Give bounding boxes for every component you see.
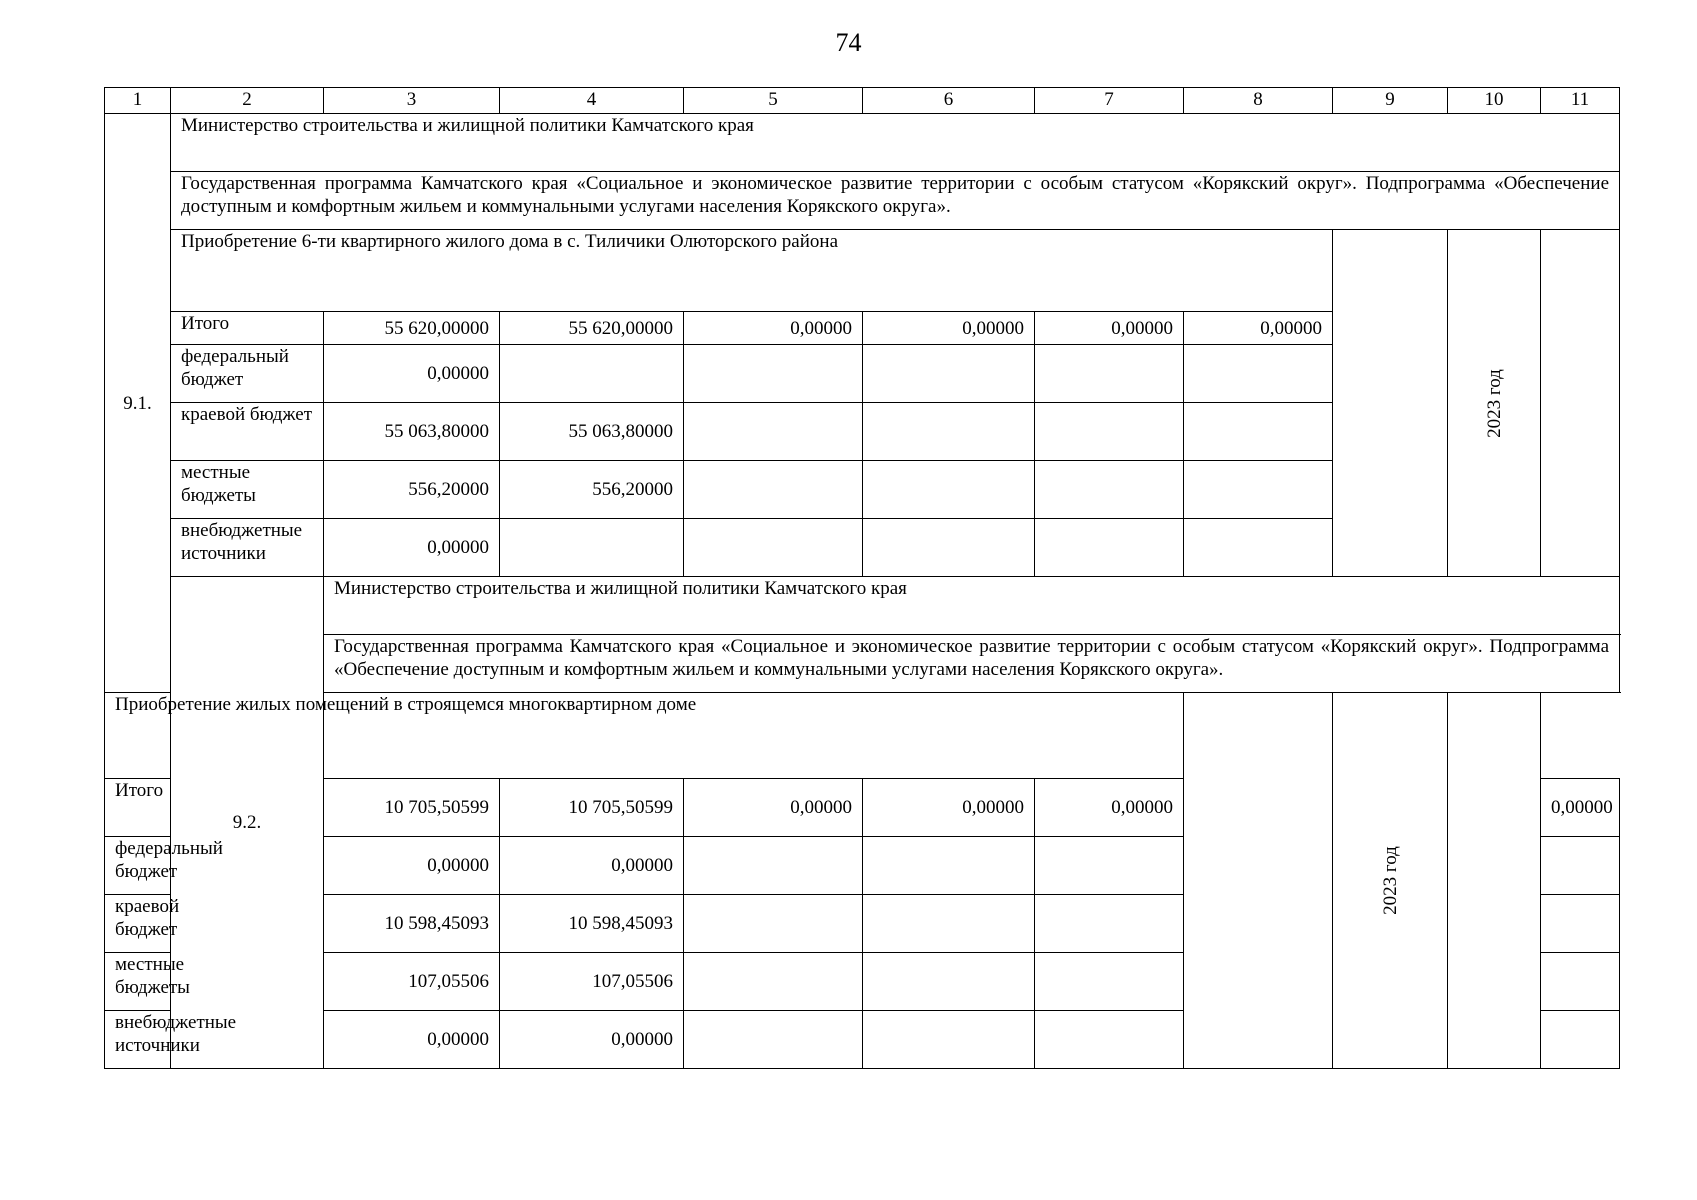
column-number: 11 xyxy=(1541,88,1620,114)
value-col3: 0,00000 xyxy=(324,1011,500,1069)
value-col7 xyxy=(1035,519,1184,577)
value-col3: 107,05506 xyxy=(324,953,500,1011)
value-col8 xyxy=(1541,1011,1620,1069)
value-col6 xyxy=(863,519,1035,577)
value-col4: 10 598,45093 xyxy=(500,895,684,953)
value-col8 xyxy=(1184,519,1333,577)
column-number: 8 xyxy=(1184,88,1333,114)
column-11-cell xyxy=(1541,230,1620,577)
ministry-name: Министерство строительства и жилищной политики Камчатского края xyxy=(171,114,1620,172)
value-col8 xyxy=(1184,461,1333,519)
value-col8: 0,00000 xyxy=(1184,312,1333,345)
value-col5 xyxy=(684,895,863,953)
program-row xyxy=(105,635,1620,693)
ministry-name: Министерство строительства и жилищной политики Камчатского края xyxy=(324,577,1620,635)
row-label: местные бюджеты xyxy=(171,461,324,519)
value-col7 xyxy=(1035,837,1184,895)
value-col4: 55 620,00000 xyxy=(500,312,684,345)
value-col5 xyxy=(684,519,863,577)
value-col4: 556,20000 xyxy=(500,461,684,519)
value-col5: 0,00000 xyxy=(684,779,863,837)
value-col7: 0,00000 xyxy=(1035,312,1184,345)
value-col5 xyxy=(684,345,863,403)
measure-name: Приобретение жилых помещений в строящемся многоквартирном доме xyxy=(105,693,1184,779)
column-number: 2 xyxy=(171,88,324,114)
value-col3: 10 598,45093 xyxy=(324,895,500,953)
value-col5 xyxy=(684,837,863,895)
column-11-cell xyxy=(1448,693,1541,1069)
section-id: 9.1. xyxy=(105,114,171,693)
value-col6 xyxy=(863,403,1035,461)
row-label: Итого xyxy=(105,779,171,837)
column-number: 1 xyxy=(105,88,171,114)
value-col6 xyxy=(863,1011,1035,1069)
column-number-row xyxy=(105,88,1620,114)
year-cell xyxy=(1333,693,1448,1069)
column-number: 10 xyxy=(1448,88,1541,114)
value-col6 xyxy=(863,345,1035,403)
row-label: внебюджетные источники xyxy=(171,519,324,577)
column-9-cell xyxy=(1333,230,1448,577)
value-col3: 0,00000 xyxy=(324,345,500,403)
value-col7 xyxy=(1035,403,1184,461)
year-text: 2023 год xyxy=(1483,368,1505,438)
page-number: 74 xyxy=(835,28,862,57)
value-col7 xyxy=(1035,953,1184,1011)
measure-row xyxy=(105,693,1620,779)
value-col3: 55 063,80000 xyxy=(324,403,500,461)
value-col8: 0,00000 xyxy=(1541,779,1620,837)
value-col8 xyxy=(1541,895,1620,953)
program-name: Государственная программа Камчатского края «Социальное и экономическое развитие территории с особым статусом «Корякский округ». Подпрограмма «Обеспечение доступным и комфортным жильем и коммунальными услугами населения Корякского округа». xyxy=(171,172,1620,230)
row-label: краевой бюджет xyxy=(171,403,324,461)
budget-table xyxy=(104,87,1620,1069)
column-9-cell xyxy=(1184,693,1333,1069)
row-label: Итого xyxy=(171,312,324,345)
column-number: 4 xyxy=(500,88,684,114)
value-col6: 0,00000 xyxy=(863,312,1035,345)
value-col3: 10 705,50599 xyxy=(324,779,500,837)
value-col8 xyxy=(1541,837,1620,895)
measure-row xyxy=(105,230,1620,312)
value-col7 xyxy=(1035,345,1184,403)
section-id: 9.2. xyxy=(171,577,324,1069)
year-text: 2023 год xyxy=(1379,846,1401,915)
year-cell xyxy=(1448,230,1541,577)
value-col6: 0,00000 xyxy=(863,779,1035,837)
value-col3: 0,00000 xyxy=(324,837,500,895)
value-col3: 55 620,00000 xyxy=(324,312,500,345)
value-col4: 55 063,80000 xyxy=(500,403,684,461)
row-label: внебюджетные источники xyxy=(105,1011,171,1069)
value-col4: 0,00000 xyxy=(500,1011,684,1069)
value-col4: 0,00000 xyxy=(500,837,684,895)
value-col6 xyxy=(863,461,1035,519)
value-col7 xyxy=(1035,895,1184,953)
value-col5 xyxy=(684,403,863,461)
column-number: 3 xyxy=(324,88,500,114)
value-col4: 107,05506 xyxy=(500,953,684,1011)
row-label: федеральный бюджет xyxy=(105,837,171,895)
ministry-row xyxy=(105,114,1620,172)
ministry-row xyxy=(105,577,1620,635)
row-label: краевой бюджет xyxy=(105,895,171,953)
value-col3: 556,20000 xyxy=(324,461,500,519)
value-col5: 0,00000 xyxy=(684,312,863,345)
value-col5 xyxy=(684,953,863,1011)
measure-name: Приобретение 6-ти квартирного жилого дома в с. Тиличики Олюторского района xyxy=(171,230,1333,312)
value-col8 xyxy=(1184,345,1333,403)
value-col6 xyxy=(863,837,1035,895)
column-number: 5 xyxy=(684,88,863,114)
column-number: 9 xyxy=(1333,88,1448,114)
value-col6 xyxy=(863,953,1035,1011)
value-col3: 0,00000 xyxy=(324,519,500,577)
value-col8 xyxy=(1184,403,1333,461)
value-col8 xyxy=(1541,953,1620,1011)
program-row xyxy=(105,172,1620,230)
value-col4 xyxy=(500,519,684,577)
value-col4: 10 705,50599 xyxy=(500,779,684,837)
value-col6 xyxy=(863,895,1035,953)
column-number: 7 xyxy=(1035,88,1184,114)
value-col7 xyxy=(1035,1011,1184,1069)
value-col5 xyxy=(684,1011,863,1069)
value-col7 xyxy=(1035,461,1184,519)
program-name: Государственная программа Камчатского края «Социальное и экономическое развитие территории с особым статусом «Корякский округ». Подпрограмма «Обеспечение доступным и комфортным жильем и коммунальными услугами населения Корякского округа». xyxy=(324,635,1620,693)
value-col5 xyxy=(684,461,863,519)
value-col7: 0,00000 xyxy=(1035,779,1184,837)
row-label: местные бюджеты xyxy=(105,953,171,1011)
row-label: федеральный бюджет xyxy=(171,345,324,403)
value-col4 xyxy=(500,345,684,403)
column-number: 6 xyxy=(863,88,1035,114)
